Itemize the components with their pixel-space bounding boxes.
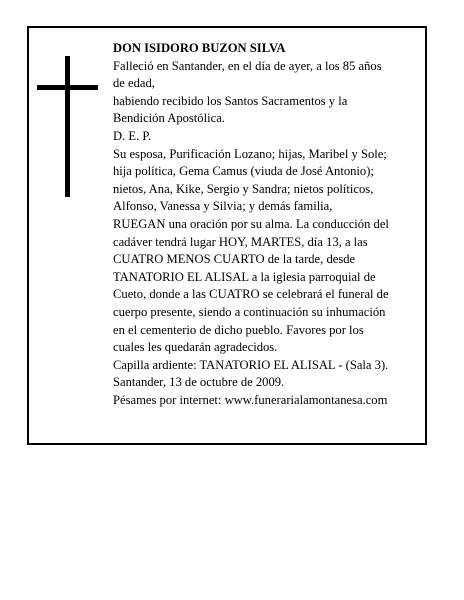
notice-line: cuerpo presente, siendo a continuación su inhumación bbox=[113, 304, 386, 319]
obituary-text bbox=[113, 40, 419, 409]
notice-line: cuales les quedarán agradecidos. bbox=[113, 340, 278, 355]
notice-line: Bendición Apostólica. bbox=[113, 111, 225, 126]
notice-line: Capilla ardiente: TANATORIO EL ALISAL - (Sala 3). bbox=[113, 357, 389, 372]
notice-line: hija política, Gema Camus (viuda de José Antonio); bbox=[113, 164, 374, 179]
cross-horizontal-bar bbox=[37, 85, 98, 90]
notice-line: RUEGAN una oración por su alma. La conducción del bbox=[113, 216, 389, 231]
deceased-name: DON ISIDORO BUZON SILVA bbox=[113, 41, 286, 55]
condolences-line: Pésames por internet: www.funerarialamontanesa.com bbox=[113, 392, 388, 407]
notice-line: CUATRO MENOS CUARTO de la tarde, desde bbox=[113, 252, 356, 267]
notice-line: nietos, Ana, Kike, Sergio y Sandra; nietos políticos, bbox=[113, 181, 374, 196]
notice-line: de edad, bbox=[113, 76, 155, 91]
notice-line: en el cementerio de dicho pueblo. Favores por los bbox=[113, 322, 364, 337]
notice-line: Santander, 13 de octubre de 2009. bbox=[113, 375, 285, 390]
notice-line: Su esposa, Purificación Lozano; hijas, Maribel y Sole; bbox=[113, 146, 387, 161]
notice-line: habiendo recibido los Santos Sacramentos y la bbox=[113, 93, 348, 108]
notice-line: Alfonso, Vanessa y Silvia; y demás familia, bbox=[113, 199, 333, 214]
notice-line: TANATORIO EL ALISAL a la iglesia parroquial de bbox=[113, 269, 376, 284]
notice-line: cadáver tendrá lugar HOY, MARTES, día 13, a las bbox=[113, 234, 368, 249]
notice-line: Cueto, donde a las CUATRO se celebrará el funeral de bbox=[113, 287, 389, 302]
cross-vertical-bar bbox=[65, 56, 70, 197]
notice-line: D. E. P. bbox=[113, 128, 152, 143]
notice-line: Falleció en Santander, en el día de ayer, a los 85 años bbox=[113, 58, 382, 73]
